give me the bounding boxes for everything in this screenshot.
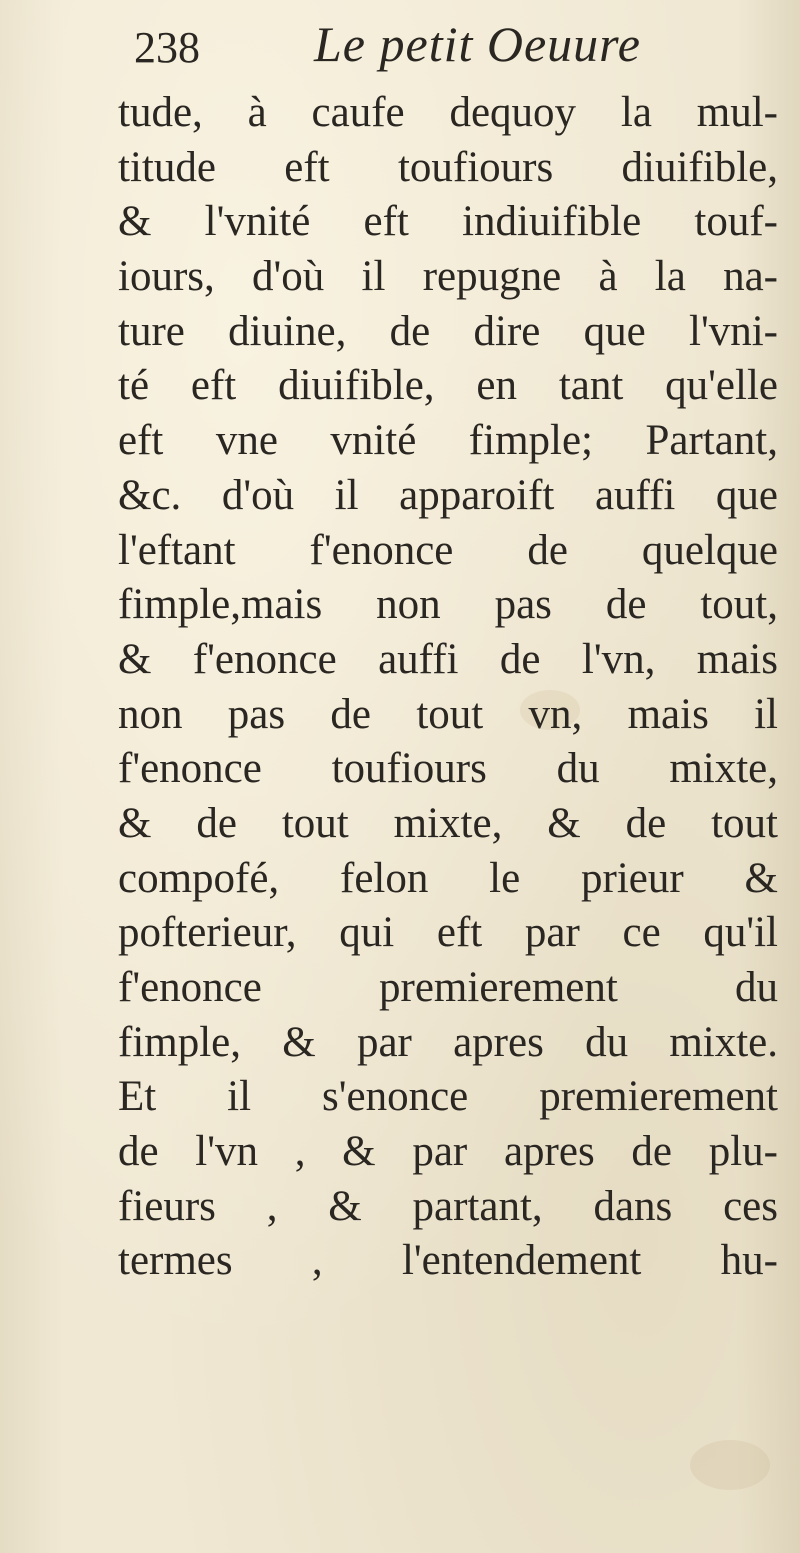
text-line: de l'vn , & par apres de plu- bbox=[118, 1128, 778, 1176]
text-line: fimple, & par apres du mixte. bbox=[118, 1018, 778, 1066]
body-text bbox=[118, 86, 778, 1289]
text-line: Et il s'enonce premierement bbox=[118, 1073, 778, 1121]
text-line: f'enonce toufiours du mixte, bbox=[118, 745, 778, 793]
page-number: 238 bbox=[134, 23, 200, 72]
text-line: titude eft toufiours diuifible, bbox=[118, 143, 778, 191]
running-head bbox=[134, 14, 694, 78]
text-line: compofé, felon le prieur & bbox=[118, 854, 778, 902]
text-line: ture diuine, de dire que l'vni- bbox=[118, 307, 778, 355]
text-line: eft vne vnité fimple; Partant, bbox=[118, 417, 778, 465]
text-line: tude, à caufe dequoy la mul- bbox=[118, 89, 778, 136]
text-line: non pas de tout vn, mais il bbox=[118, 690, 778, 738]
text-line: f'enonce premierement du bbox=[118, 964, 778, 1011]
text-line: fimple,mais non pas de tout, bbox=[118, 581, 778, 629]
text-line: l'eftant f'enonce de quelque bbox=[118, 526, 778, 574]
text-line: & l'vnité eft indiuifible touf- bbox=[118, 198, 778, 246]
text-line: termes , l'entendement hu- bbox=[118, 1237, 778, 1285]
text-line: iours, d'où il repugne à la na- bbox=[118, 253, 778, 301]
text-line: pofterieur, qui eft par ce qu'il bbox=[118, 909, 778, 957]
text-line: & f'enonce auffi de l'vn, mais bbox=[118, 635, 778, 683]
running-title: Le petit Oeuure bbox=[314, 16, 641, 72]
paper-stain bbox=[690, 1440, 770, 1490]
text-line: & de tout mixte, & de tout bbox=[118, 799, 778, 847]
text-line: fieurs , & partant, dans ces bbox=[118, 1182, 778, 1230]
text-line: &c. d'où il apparoift auffi que bbox=[118, 471, 778, 519]
text-line: té eft diuifible, en tant qu'elle bbox=[118, 362, 778, 410]
